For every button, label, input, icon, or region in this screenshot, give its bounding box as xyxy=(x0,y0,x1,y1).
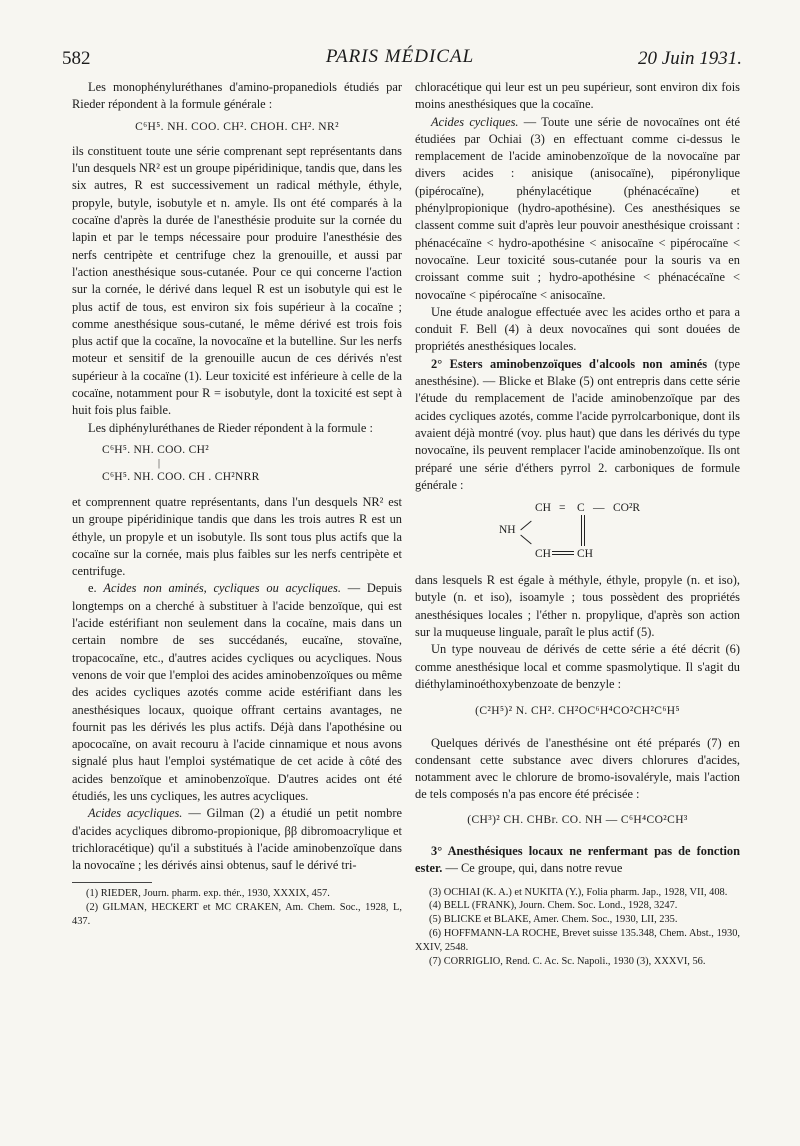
formula-line: C⁶H⁵. NH. COO. CH . CH²NRR xyxy=(102,470,260,483)
paragraph: ils constituent toute une série comprenant sept représentants dans l'un desquels NR² est un groupe pipéridinique, tandis que, dans les six autres, R est successivement un radical méthyle, éthyle, propyle, butyle, isobutyle et n. amyle. Ils ont été comparés à la cocaïne d'après la durée de l'anesthésie produite sur la cornée du lapin et par le temps nécessaire pour produire l'anesthésie des nerfs centripète et centrifuge chez la grenouille, et aussi par l'action anesthésique sous-cutanée. Pour ce qui concerne l'action sur la cornée, le dérivé dans lequel R est un isobutyle qui est le plus actif de tous, est environ six fois supérieur à la cocaïne ; comme anesthésique sous-cutané, le même dérivé est trois fois plus actif que la cocaïne, la novocaïne et la butelline. Sur les nerfs moteur et sensitif de la grenouille aucun de ces dérivés n'est supérieur à la cocaïne (1). Leur toxicité est inférieure à celle de la cocaïne, notamment pour R = isobutyle, dont la toxicité est sept à huit fois plus faible. xyxy=(72,143,402,418)
footnotes xyxy=(72,887,402,928)
paragraph: dans lesquels R est égale à méthyle, éthyle, propyle (n. et iso), butyle (n. et iso), isoamyle ; tous possèdent des propriétés anesthésiques locales ; l'éther n. propylique, d'après son action sur la muqueuse linguale, paraît le plus actif (5). xyxy=(415,573,740,640)
paragraph xyxy=(72,580,402,805)
section-letter: e. xyxy=(88,581,97,596)
bond-line xyxy=(552,551,574,552)
paragraph xyxy=(415,356,740,494)
atom-label: C xyxy=(577,502,585,515)
journal-title: PARIS MÉDICAL xyxy=(325,46,475,67)
chemical-formula: (CH³)² CH. CHBr. CO. NH — C⁶H⁴CO²CH³ xyxy=(467,813,688,826)
footnote: (5) BLICKE et BLAKE, Amer. Chem. Soc., 1930, LII, 235. xyxy=(429,914,678,926)
chemical-formula: (C²H⁵)² N. CH². CH²OC⁶H⁴CO²CH²C⁶H⁵ xyxy=(475,705,680,718)
bond-line xyxy=(520,535,531,545)
paragraph xyxy=(72,805,402,874)
section-heading: 2° Esters aminobenzoïques d'alcools non aminés xyxy=(431,356,708,371)
paragraph: Un type nouveau de dérivés de cette série a été décrit (6) comme anesthésique local et comme spasmolytique. Il s'agit du diéthylaminoéthoxybenzoate de benzyle : xyxy=(415,642,740,691)
section-text: — Depuis longtemps on a cherché à substituer à l'acide benzoïque, qui est l'acide estérifiant non seulement dans la cocaïne, mais dans un certain nombre de ses succédanés, eucaïne, stovaïne, tropacocaïne, etc., d'autres acides cycliques ou acycliques. Nous venons de voir que l'emploi des acides aminobenzoïques ou même des acides cycliques azotés comme acide estérifiant dans les anesthésiques locaux, quoique offrant certains avantages, ne fournit pas les dérivés les plus actifs. Déjà dans l'apothésine ou apococaïne, on avait recouru à l'acide cinnamique et nous avons signalé plus haut l'emploi systématique de cet acide à côté des acides benzoïque et aminobenzoïque. D'autres acides ont été étudiés, les uns cycliques, les autres acycliques. xyxy=(72,581,402,803)
chemical-formula-block xyxy=(102,441,402,486)
page-number: 582 xyxy=(62,48,91,69)
section-heading: Acides acycliques. xyxy=(88,806,183,821)
issue-date: 20 Juin 1931. xyxy=(638,48,742,69)
section-heading: Acides cycliques. xyxy=(431,114,519,129)
paragraph xyxy=(415,114,740,304)
section-text: — Gilman (2) a étudié un petit nombre d'acides acycliques dibromo-propionique, ββ dibromoacrylique et trichloracétique) qu'il a substitués à l'acide aminobenzoïque dans la novocaïne ; les dérivés ainsi obtenus, sauf le dérivé tri- xyxy=(72,806,403,873)
atom-label: CH xyxy=(535,502,551,515)
single-bond: — xyxy=(593,502,605,515)
formula-bond: | xyxy=(158,457,161,469)
footnote: (6) HOFFMANN-LA ROCHE, Brevet suisse 135.348, Chem. Abst., 1930, XXIV, 2548. xyxy=(415,927,740,953)
footnote: (1) RIEDER, Journ. pharm. exp. thér., 1930, XXXIX, 457. xyxy=(86,888,330,900)
paragraph: chloracétique qui leur est un peu supérieur, sont environ dix fois moins anesthésiques que la cocaïne. xyxy=(415,80,740,112)
paragraph: Quelques dérivés de l'anesthésine ont été préparés (7) en condensant cette substance avec divers chlorures d'acides, notamment avec le chlorure de bromo-isovaléryle, mais l'action de tels composés n'a pas encore été précisée : xyxy=(415,735,740,802)
section-text: — Ce groupe, qui, dans notre revue xyxy=(442,861,623,876)
formula-line: C⁶H⁵. NH. COO. CH² xyxy=(102,443,209,456)
paragraph: et comprennent quatre représentants, dans l'un desquels NR² est un groupe pipéridinique tandis que dans les trois autres R est un éthyle, un propyle et un isobutyle. Ils sont tous plus actifs que la cocaïne sur la cornée, mais plus faibles sur les nerfs centripète et centrifuge. xyxy=(72,494,402,579)
pyrrole-structure-diagram xyxy=(415,500,740,566)
bond-line xyxy=(584,515,585,546)
section-text: — Toute une série de novocaïnes ont été étudiées par Ochiai (3) en effectuant comme ci-dessus le remplacement de l'acide aminobenzoïque de la novocaïne par divers acides : anisique (anisocaïne), pipéronylique (pipérocaïne), phénylacétique (phénacécaïne) et phénylpropionique (hydro-apothésine). Ces anesthésiques se classent comme suit d'après leur pouvoir anesthésique croissant : phénacécaïne < hydro-apothésine < anisocaïne < pipérocaïne < novocaïne. Leur toxicité sous-cutanée pour la souris va en croissant comme suit ; hydro-apothésine < phénacécaïne < novocaïne < pipérocaïne < anisocaïne. xyxy=(415,114,740,302)
section-heading: Acides non aminés, cycliques ou acycliques. xyxy=(103,581,341,596)
running-header xyxy=(58,46,742,72)
paragraph: Les monophényluréthanes d'amino-propanediols étudiés par Rieder répondent à la formule générale : xyxy=(72,80,402,112)
paragraph: Une étude analogue effectuée avec les acides ortho et para a conduit F. Bell (4) à deux novocaïnes qui sont douées de propriétés anesthésiques locales. xyxy=(415,304,740,354)
journal-page xyxy=(58,46,742,1136)
bond-line xyxy=(552,554,574,555)
substituent-label: CO²R xyxy=(613,502,641,515)
double-bond: = xyxy=(559,502,566,515)
chemical-formula: C⁶H⁵. NH. COO. CH². CHOH. CH². NR² xyxy=(135,120,339,133)
bond-line xyxy=(520,521,531,531)
left-column xyxy=(72,79,402,929)
footnotes xyxy=(415,886,740,969)
footnote-rule xyxy=(72,882,152,883)
footnote: (7) CORRIGLIO, Rend. C. Ac. Sc. Napoli., 1930 (3), XXXVI, 56. xyxy=(429,955,706,967)
footnote: (4) BELL (FRANK), Journ. Chem. Soc. Lond., 1928, 3247. xyxy=(429,900,678,912)
section-heading: 3° Anesthésiques locaux ne renfermant pas de fonction ester. xyxy=(415,843,740,876)
bond-line xyxy=(581,515,582,546)
right-column xyxy=(415,79,740,968)
atom-label: CH xyxy=(577,548,593,561)
paragraph xyxy=(415,843,740,878)
atom-label: CH xyxy=(535,548,551,561)
footnote: (2) GILMAN, HECKERT et MC CRAKEN, Am. Chem. Soc., 1928, L, 437. xyxy=(72,902,402,928)
footnote: (3) OCHIAI (K. A.) et NUKITA (Y.), Folia pharm. Jap., 1928, VII, 408. xyxy=(429,886,728,898)
section-text: (type anesthésine). — Blicke et Blake (5) ont entrepris dans cette série l'étude du remplacement de l'acide aminobenzoïque par des acides cycliques azotés, comme l'acide pyrrolcarbonique, dont ils avaient déjà montré (voy. plus haut) que dans les dérivés du type novocaïne, ils peuvent remplacer l'acide aminobenzoïque. Ils ont préparé une série d'éthers pyrrol 2. carboniques de formule générale : xyxy=(415,356,740,492)
paragraph: Les diphényluréthanes de Rieder répondent à la formule : xyxy=(88,420,373,435)
atom-label: NH xyxy=(499,524,516,537)
